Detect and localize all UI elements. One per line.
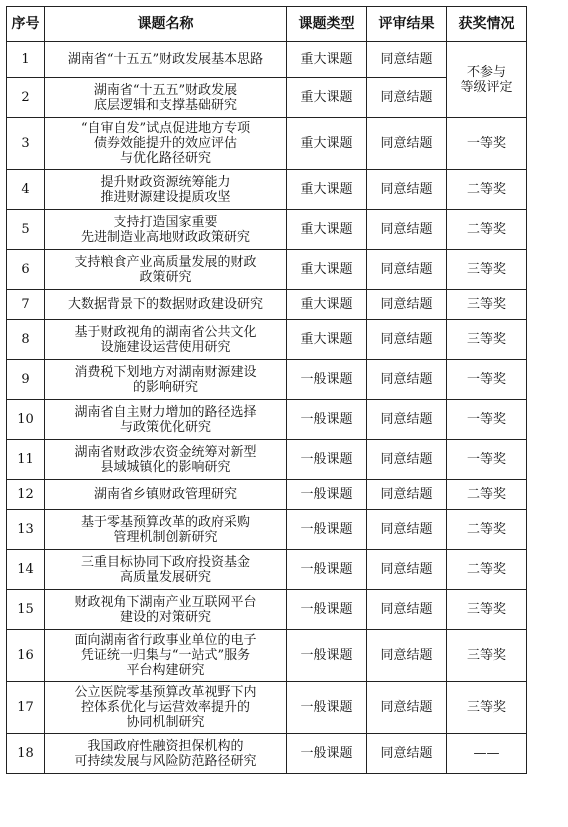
row-result: 同意结题	[367, 480, 447, 510]
table-row	[7, 510, 527, 550]
row-award: ——	[447, 734, 527, 774]
table-row	[7, 480, 527, 510]
row-title: 公立医院零基预算改革视野下内 控体系优化与运营效率提升的 协同机制研究	[45, 682, 287, 734]
table-row	[7, 360, 527, 400]
row-type: 重大课题	[287, 78, 367, 118]
row-award: 二等奖	[447, 210, 527, 250]
table-row	[7, 170, 527, 210]
row-number: 11	[7, 440, 45, 480]
row-title: 支持打造国家重要 先进制造业高地财政政策研究	[45, 210, 287, 250]
row-number: 5	[7, 210, 45, 250]
row-number: 7	[7, 290, 45, 320]
row-result: 同意结题	[367, 440, 447, 480]
row-result: 同意结题	[367, 360, 447, 400]
row-award: 三等奖	[447, 250, 527, 290]
row-title: 湖南省乡镇财政管理研究	[45, 480, 287, 510]
row-award: 一等奖	[447, 360, 527, 400]
row-result: 同意结题	[367, 550, 447, 590]
row-type: 重大课题	[287, 290, 367, 320]
table-row	[7, 590, 527, 630]
row-title: 基于财政视角的湖南省公共文化 设施建设运营使用研究	[45, 320, 287, 360]
row-result: 同意结题	[367, 118, 447, 170]
row-type: 一般课题	[287, 400, 367, 440]
row-number: 9	[7, 360, 45, 400]
row-result: 同意结题	[367, 290, 447, 320]
row-title: “自审自发”试点促进地方专项 债券效能提升的效应评估 与优化路径研究	[45, 118, 287, 170]
row-title: 基于零基预算改革的政府采购 管理机制创新研究	[45, 510, 287, 550]
row-number: 4	[7, 170, 45, 210]
row-type: 一般课题	[287, 480, 367, 510]
row-title: 我国政府性融资担保机构的 可持续发展与风险防范路径研究	[45, 734, 287, 774]
row-award: 二等奖	[447, 510, 527, 550]
row-number: 17	[7, 682, 45, 734]
row-title: 三重目标协同下政府投资基金 高质量发展研究	[45, 550, 287, 590]
row-award: 三等奖	[447, 630, 527, 682]
header-result: 评审结果	[367, 7, 447, 42]
row-type: 一般课题	[287, 360, 367, 400]
row-result: 同意结题	[367, 734, 447, 774]
row-type: 重大课题	[287, 320, 367, 360]
row-result: 同意结题	[367, 78, 447, 118]
row-result: 同意结题	[367, 320, 447, 360]
header-title: 课题名称	[45, 7, 287, 42]
row-title: 财政视角下湖南产业互联网平台 建设的对策研究	[45, 590, 287, 630]
row-type: 重大课题	[287, 118, 367, 170]
table-row	[7, 320, 527, 360]
header-award: 获奖情况	[447, 7, 527, 42]
row-number: 18	[7, 734, 45, 774]
row-result: 同意结题	[367, 250, 447, 290]
row-number: 12	[7, 480, 45, 510]
row-type: 重大课题	[287, 42, 367, 78]
row-award: 一等奖	[447, 440, 527, 480]
row-title: 湖南省“十五五”财政发展基本思路	[45, 42, 287, 78]
row-title: 支持粮食产业高质量发展的财政 政策研究	[45, 250, 287, 290]
row-number: 13	[7, 510, 45, 550]
table-row	[7, 682, 527, 734]
row-number: 3	[7, 118, 45, 170]
row-award: 一等奖	[447, 118, 527, 170]
row-award: 不参与 等级评定	[447, 42, 527, 118]
table-row	[7, 290, 527, 320]
row-award: 二等奖	[447, 550, 527, 590]
row-result: 同意结题	[367, 630, 447, 682]
row-result: 同意结题	[367, 210, 447, 250]
row-award: 三等奖	[447, 320, 527, 360]
row-number: 10	[7, 400, 45, 440]
row-type: 一般课题	[287, 734, 367, 774]
row-number: 16	[7, 630, 45, 682]
row-number: 1	[7, 42, 45, 78]
table-row	[7, 210, 527, 250]
row-result: 同意结题	[367, 400, 447, 440]
table-row	[7, 440, 527, 480]
row-title: 大数据背景下的数据财政建设研究	[45, 290, 287, 320]
row-number: 2	[7, 78, 45, 118]
row-type: 一般课题	[287, 510, 367, 550]
row-number: 15	[7, 590, 45, 630]
row-title: 湖南省“十五五”财政发展 底层逻辑和支撑基础研究	[45, 78, 287, 118]
table-row	[7, 400, 527, 440]
row-award: 三等奖	[447, 290, 527, 320]
row-result: 同意结题	[367, 510, 447, 550]
header-row	[7, 7, 527, 42]
row-type: 重大课题	[287, 250, 367, 290]
table-body	[7, 42, 527, 774]
row-award: 一等奖	[447, 400, 527, 440]
row-number: 8	[7, 320, 45, 360]
row-type: 一般课题	[287, 630, 367, 682]
table-row	[7, 250, 527, 290]
row-title: 湖南省财政涉农资金统筹对新型 县域城镇化的影响研究	[45, 440, 287, 480]
row-award: 二等奖	[447, 480, 527, 510]
row-award: 三等奖	[447, 590, 527, 630]
row-title: 湖南省自主财力增加的路径选择 与政策优化研究	[45, 400, 287, 440]
row-type: 一般课题	[287, 590, 367, 630]
row-title: 面向湖南省行政事业单位的电子 凭证统一归集与“一站式”服务 平台构建研究	[45, 630, 287, 682]
table-row	[7, 630, 527, 682]
row-result: 同意结题	[367, 590, 447, 630]
row-result: 同意结题	[367, 682, 447, 734]
row-result: 同意结题	[367, 170, 447, 210]
row-type: 一般课题	[287, 550, 367, 590]
row-number: 6	[7, 250, 45, 290]
header-num: 序号	[7, 7, 45, 42]
table-row	[7, 550, 527, 590]
row-title: 提升财政资源统筹能力 推进财源建设提质攻坚	[45, 170, 287, 210]
row-type: 一般课题	[287, 682, 367, 734]
row-type: 重大课题	[287, 170, 367, 210]
row-type: 重大课题	[287, 210, 367, 250]
row-award: 三等奖	[447, 682, 527, 734]
table-row	[7, 42, 527, 78]
table-row	[7, 734, 527, 774]
row-award: 二等奖	[447, 170, 527, 210]
row-number: 14	[7, 550, 45, 590]
row-title: 消费税下划地方对湖南财源建设 的影响研究	[45, 360, 287, 400]
row-type: 一般课题	[287, 440, 367, 480]
table-row	[7, 118, 527, 170]
row-result: 同意结题	[367, 42, 447, 78]
header-type: 课题类型	[287, 7, 367, 42]
results-table	[6, 6, 527, 774]
